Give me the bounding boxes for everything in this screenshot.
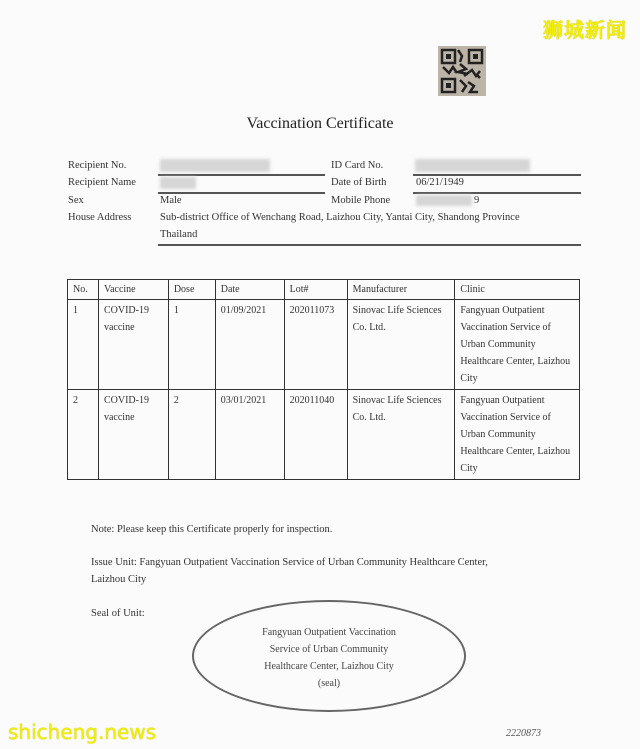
- table-row: [68, 300, 580, 390]
- cell-lot: 202011073: [284, 300, 347, 390]
- header-date: Date: [215, 280, 284, 300]
- house-address-underline: [158, 244, 581, 246]
- mobile-phone-label: Mobile Phone: [331, 195, 391, 206]
- cell-vaccine: COVID-19 vaccine: [98, 390, 168, 480]
- cell-lot: 202011040: [284, 390, 347, 480]
- inspection-note: Note: Please keep this Certificate properly for inspection.: [91, 524, 333, 535]
- id-card-no-redacted: [415, 159, 530, 172]
- sex-value: Male: [160, 195, 182, 206]
- table-header-row: [68, 280, 580, 300]
- mobile-phone-value: 9: [474, 195, 480, 206]
- date-of-birth-underline: [413, 192, 581, 194]
- house-address-label: House Address: [68, 212, 132, 223]
- recipient-name-label: Recipient Name: [68, 177, 136, 188]
- cell-dose: 2: [168, 390, 215, 480]
- seal-label: Seal of Unit:: [91, 608, 145, 619]
- serial-number: 2220873: [506, 728, 541, 739]
- cell-clinic: Fangyuan Outpatient Vaccination Service of Urban Community Healthcare Center, Laizhou City: [455, 390, 580, 480]
- seal-line: Service of Urban Community: [269, 644, 389, 655]
- vaccination-table: [67, 279, 580, 480]
- cell-date: 01/09/2021: [215, 300, 284, 390]
- seal-line: (seal): [317, 678, 341, 689]
- recipient-name-redacted: [160, 177, 196, 189]
- seal-text: [192, 624, 466, 692]
- header-manufacturer: Manufacturer: [347, 280, 455, 300]
- id-card-no-underline: [413, 174, 581, 176]
- header-dose: Dose: [168, 280, 215, 300]
- recipient-info: [0, 0, 640, 250]
- header-clinic: Clinic: [455, 280, 580, 300]
- watermark-site: shicheng.news: [8, 720, 157, 744]
- document-title: Vaccination Certificate: [246, 115, 394, 132]
- header-lot: Lot#: [284, 280, 347, 300]
- watermark-chinese: 狮城新闻: [543, 18, 627, 42]
- date-of-birth-label: Date of Birth: [331, 177, 387, 188]
- header-vaccine: Vaccine: [98, 280, 168, 300]
- issue-unit-line2: Laizhou City: [91, 574, 147, 585]
- sex-label: Sex: [68, 195, 84, 206]
- cell-manufacturer: Sinovac Life Sciences Co. Ltd.: [347, 300, 455, 390]
- table-row: [68, 390, 580, 480]
- recipient-no-label: Recipient No.: [68, 160, 127, 171]
- cell-dose: 1: [168, 300, 215, 390]
- id-card-no-label: ID Card No.: [331, 160, 384, 171]
- date-of-birth-value: 06/21/1949: [416, 177, 464, 188]
- seal-line: Fangyuan Outpatient Vaccination: [262, 627, 396, 638]
- header-no: No.: [68, 280, 99, 300]
- seal-line: Healthcare Center, Laizhou City: [264, 661, 394, 672]
- mobile-phone-redacted: [416, 195, 472, 206]
- cell-date: 03/01/2021: [215, 390, 284, 480]
- cell-no: 1: [68, 300, 99, 390]
- issue-unit-line1: Issue Unit: Fangyuan Outpatient Vaccination Service of Urban Community Healthcare Center,: [91, 557, 488, 568]
- cell-clinic: Fangyuan Outpatient Vaccination Service of Urban Community Healthcare Center, Laizhou City: [455, 300, 580, 390]
- recipient-no-underline: [158, 174, 325, 176]
- cell-vaccine: COVID-19 vaccine: [98, 300, 168, 390]
- recipient-no-redacted: [160, 159, 270, 172]
- cell-no: 2: [68, 390, 99, 480]
- recipient-name-underline: [158, 192, 325, 194]
- cell-manufacturer: Sinovac Life Sciences Co. Ltd.: [347, 390, 455, 480]
- house-address-line2: Thailand: [160, 229, 198, 240]
- house-address-line1: Sub-district Office of Wenchang Road, Laizhou City, Yantai City, Shandong Province: [160, 212, 520, 223]
